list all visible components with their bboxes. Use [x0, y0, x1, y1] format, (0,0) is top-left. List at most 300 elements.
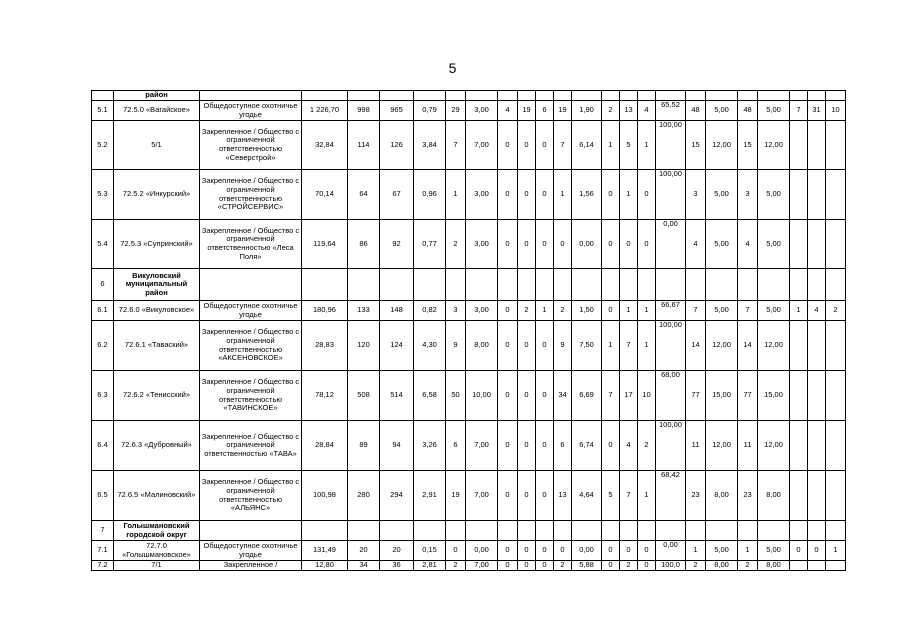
- table-cell: 1: [790, 301, 808, 321]
- table-cell: [602, 91, 620, 101]
- table-cell: [466, 521, 498, 541]
- table-cell: 15: [738, 121, 758, 170]
- table-cell: 4: [620, 421, 638, 471]
- table-cell: 5,00: [758, 301, 790, 321]
- table-cell: 0: [518, 371, 536, 421]
- table-row: [92, 91, 846, 101]
- table-cell: Викуловский муниципальный район: [114, 269, 200, 301]
- table-cell: 5/1: [114, 121, 200, 170]
- table-cell: 6.5: [92, 471, 114, 521]
- table-cell: 8,00: [466, 321, 498, 371]
- table-cell: 0,15: [414, 541, 446, 561]
- table-cell: 1: [638, 121, 656, 170]
- table-cell: 0: [536, 170, 554, 220]
- table-row: [92, 541, 846, 561]
- table-cell: 6: [536, 101, 554, 121]
- table-cell: 34: [348, 561, 380, 571]
- table-cell: 12,00: [758, 121, 790, 170]
- table-cell: 10,00: [466, 371, 498, 421]
- table-cell: 8,00: [758, 471, 790, 521]
- table-cell: 10: [826, 101, 846, 121]
- table-cell: [620, 521, 638, 541]
- table-cell: 0: [638, 561, 656, 571]
- table-cell: 7,00: [466, 421, 498, 471]
- table-cell: 0,00: [466, 541, 498, 561]
- table-cell: [620, 91, 638, 101]
- table-cell: 9: [446, 321, 466, 371]
- table-cell: Голышмановский городской округ: [114, 521, 200, 541]
- table-cell: 6.4: [92, 421, 114, 471]
- table-cell: 0: [498, 301, 518, 321]
- table-cell: 0: [536, 220, 554, 269]
- table-cell: Общедоступное охотничье угодье: [200, 301, 302, 321]
- table-cell: 294: [380, 471, 414, 521]
- table-cell: 17: [620, 371, 638, 421]
- table-cell: 31: [808, 101, 826, 121]
- table-cell: 12,00: [706, 121, 738, 170]
- table-cell: [790, 220, 808, 269]
- table-cell: [200, 91, 302, 101]
- table-cell: 28,84: [302, 421, 348, 471]
- table-cell: 23: [738, 471, 758, 521]
- table-cell: [656, 91, 686, 101]
- table-cell: 7: [446, 121, 466, 170]
- table-cell: 1: [638, 471, 656, 521]
- table-cell: 0: [536, 321, 554, 371]
- table-cell: 1,50: [572, 301, 602, 321]
- table-cell: 0: [518, 220, 536, 269]
- table-cell: 9: [554, 321, 572, 371]
- table-cell: 1 226,70: [302, 101, 348, 121]
- table-cell: 0: [602, 170, 620, 220]
- table-cell: [602, 521, 620, 541]
- table-cell: [790, 170, 808, 220]
- table-cell: 5.1: [92, 101, 114, 121]
- table-cell: 0,77: [414, 220, 446, 269]
- table-cell: 0: [518, 321, 536, 371]
- table-cell: 6: [92, 269, 114, 301]
- table-cell: 20: [348, 541, 380, 561]
- table-cell: 2: [518, 301, 536, 321]
- table-cell: [518, 91, 536, 101]
- table-cell: Закрепленное /: [200, 561, 302, 571]
- table-cell: 2,91: [414, 471, 446, 521]
- table-cell: [656, 269, 686, 301]
- table-cell: 0: [498, 561, 518, 571]
- table-cell: [790, 121, 808, 170]
- table-cell: [790, 421, 808, 471]
- table-cell: 7,00: [466, 121, 498, 170]
- table-cell: [808, 371, 826, 421]
- table-cell: 12,00: [758, 321, 790, 371]
- table-cell: 2: [686, 561, 706, 571]
- table-cell: 7: [620, 321, 638, 371]
- table-cell: [790, 371, 808, 421]
- table-row: [92, 521, 846, 541]
- table-cell: 7: [602, 371, 620, 421]
- table-cell: 0: [498, 220, 518, 269]
- table-cell: 2: [602, 101, 620, 121]
- table-cell: 78,12: [302, 371, 348, 421]
- page-number: 5: [448, 60, 457, 76]
- table-cell: 7: [92, 521, 114, 541]
- table-cell: 6,74: [572, 421, 602, 471]
- table-cell: район: [114, 91, 200, 101]
- table-cell: 0: [536, 561, 554, 571]
- table-row: [92, 220, 846, 269]
- table-cell: [638, 521, 656, 541]
- table-cell: 0: [638, 170, 656, 220]
- table-row: [92, 421, 846, 471]
- table-cell: 0: [602, 561, 620, 571]
- table-cell: 0: [498, 541, 518, 561]
- table-cell: 0: [808, 541, 826, 561]
- table-cell: 12,80: [302, 561, 348, 571]
- table-cell: 0: [518, 541, 536, 561]
- table-cell: [200, 269, 302, 301]
- table-cell: [518, 521, 536, 541]
- table-cell: 5,00: [758, 170, 790, 220]
- table-cell: 0: [498, 471, 518, 521]
- table-cell: 3,00: [466, 301, 498, 321]
- table-cell: 72.5.3 «Супринский»: [114, 220, 200, 269]
- table-cell: Закрепленное / Общество с ограниченной ответственностью «СТРОЙСЕРВИС»: [200, 170, 302, 220]
- table-cell: 7,00: [466, 561, 498, 571]
- table-cell: 5: [602, 471, 620, 521]
- table-cell: 72.6.2 «Тенисский»: [114, 371, 200, 421]
- table-cell: 13: [554, 471, 572, 521]
- table-cell: 7: [738, 301, 758, 321]
- table-cell: 280: [348, 471, 380, 521]
- table-row: [92, 321, 846, 371]
- table-cell: [414, 521, 446, 541]
- table-cell: [414, 91, 446, 101]
- table-cell: [656, 521, 686, 541]
- table-cell: 3: [446, 301, 466, 321]
- table-cell: 133: [348, 301, 380, 321]
- table-row: [92, 301, 846, 321]
- table-cell: 4: [808, 301, 826, 321]
- table-cell: [826, 421, 846, 471]
- table-cell: 4,30: [414, 321, 446, 371]
- table-cell: 72.6.0 «Викуловское»: [114, 301, 200, 321]
- table-cell: 1: [602, 121, 620, 170]
- table-cell: 14: [738, 321, 758, 371]
- table-cell: 5.3: [92, 170, 114, 220]
- table-cell: [686, 521, 706, 541]
- table-cell: 65,52: [656, 101, 686, 121]
- table-cell: 5,00: [706, 541, 738, 561]
- table-cell: 1,90: [572, 101, 602, 121]
- table-cell: 0: [518, 471, 536, 521]
- table-cell: 7: [686, 301, 706, 321]
- table-cell: [638, 269, 656, 301]
- table-row: [92, 121, 846, 170]
- table-cell: 2: [738, 561, 758, 571]
- table-cell: [808, 321, 826, 371]
- table-cell: [498, 91, 518, 101]
- table-cell: [348, 521, 380, 541]
- table-cell: 126: [380, 121, 414, 170]
- table-cell: 100,0: [656, 561, 686, 571]
- table-cell: 2: [620, 561, 638, 571]
- table-cell: [758, 269, 790, 301]
- table-cell: [554, 521, 572, 541]
- table-cell: 1: [826, 541, 846, 561]
- table-row: [92, 269, 846, 301]
- table-body: [92, 91, 846, 571]
- table-cell: 5.4: [92, 220, 114, 269]
- table-cell: 5,00: [706, 301, 738, 321]
- table-cell: [826, 91, 846, 101]
- table-cell: [808, 269, 826, 301]
- table-cell: 6.1: [92, 301, 114, 321]
- table-cell: 12,00: [706, 321, 738, 371]
- table-cell: [302, 521, 348, 541]
- table-cell: 8,00: [706, 471, 738, 521]
- table-cell: [738, 521, 758, 541]
- table-cell: 1: [738, 541, 758, 561]
- table-cell: [790, 471, 808, 521]
- table-cell: 0: [518, 421, 536, 471]
- table-cell: 7: [790, 101, 808, 121]
- table-cell: Закрепленное / Общество с ограниченной ответственностью «Северстрой»: [200, 121, 302, 170]
- table-cell: [790, 321, 808, 371]
- table-cell: [602, 269, 620, 301]
- table-cell: 3,84: [414, 121, 446, 170]
- table-row: [92, 471, 846, 521]
- table-cell: 124: [380, 321, 414, 371]
- table-cell: [808, 471, 826, 521]
- table-cell: [826, 269, 846, 301]
- table-cell: 36: [380, 561, 414, 571]
- table-cell: 6,69: [572, 371, 602, 421]
- table-cell: 508: [348, 371, 380, 421]
- table-cell: [790, 561, 808, 571]
- table-cell: 0: [602, 220, 620, 269]
- table-cell: 32,84: [302, 121, 348, 170]
- table-cell: 0,00: [572, 541, 602, 561]
- table-cell: 70,14: [302, 170, 348, 220]
- table-cell: 0: [536, 121, 554, 170]
- table-cell: 0,00: [656, 541, 686, 561]
- table-cell: [348, 91, 380, 101]
- table-cell: 66,67: [656, 301, 686, 321]
- table-cell: 7.1: [92, 541, 114, 561]
- table-cell: [536, 269, 554, 301]
- table-cell: 514: [380, 371, 414, 421]
- table-cell: [536, 521, 554, 541]
- table-cell: 1: [554, 170, 572, 220]
- table-cell: 0: [498, 421, 518, 471]
- table-cell: 965: [380, 101, 414, 121]
- table-cell: 3: [738, 170, 758, 220]
- table-cell: 0: [638, 541, 656, 561]
- table-cell: 5,00: [706, 220, 738, 269]
- table-cell: 1: [620, 301, 638, 321]
- table-cell: [686, 91, 706, 101]
- table-cell: [808, 421, 826, 471]
- table-cell: 0,82: [414, 301, 446, 321]
- table-cell: 4: [638, 101, 656, 121]
- table-cell: 2: [638, 421, 656, 471]
- table-cell: 12,00: [706, 421, 738, 471]
- table-cell: 77: [686, 371, 706, 421]
- table-cell: [826, 521, 846, 541]
- table-cell: 1: [536, 301, 554, 321]
- table-cell: 100,00: [656, 170, 686, 220]
- table-cell: 0: [536, 371, 554, 421]
- table-cell: 48: [686, 101, 706, 121]
- table-cell: [446, 91, 466, 101]
- table-cell: 998: [348, 101, 380, 121]
- table-cell: 50: [446, 371, 466, 421]
- table-cell: [498, 269, 518, 301]
- table-cell: Общедоступное охотничье угодье: [200, 101, 302, 121]
- table-cell: 100,00: [656, 321, 686, 371]
- table-cell: [790, 521, 808, 541]
- table-cell: 15,00: [706, 371, 738, 421]
- table-cell: 100,00: [656, 121, 686, 170]
- table-cell: 100,00: [656, 421, 686, 471]
- table-cell: [92, 91, 114, 101]
- table-cell: 2: [446, 220, 466, 269]
- table-cell: 68,42: [656, 471, 686, 521]
- table-cell: 4,64: [572, 471, 602, 521]
- table-row: [92, 371, 846, 421]
- table-cell: 72.7.0 «Голышмановское»: [114, 541, 200, 561]
- table-cell: 7,00: [466, 471, 498, 521]
- table-cell: 6,14: [572, 121, 602, 170]
- table-cell: 5.2: [92, 121, 114, 170]
- table-cell: 72.6.3 «Дубровный»: [114, 421, 200, 471]
- table-cell: 5,88: [572, 561, 602, 571]
- table-cell: 119,64: [302, 220, 348, 269]
- table-cell: 1: [638, 321, 656, 371]
- table-cell: 13: [620, 101, 638, 121]
- table-cell: 8,00: [706, 561, 738, 571]
- table-cell: 1: [638, 301, 656, 321]
- table-cell: 7.2: [92, 561, 114, 571]
- table-cell: 1,56: [572, 170, 602, 220]
- table-cell: [706, 521, 738, 541]
- table-cell: 0: [638, 220, 656, 269]
- table-cell: 14: [686, 321, 706, 371]
- table-cell: 0,96: [414, 170, 446, 220]
- table-cell: 3,00: [466, 101, 498, 121]
- table-cell: Закрепленное / Общество с ограниченной ответственностью «ТАВА»: [200, 421, 302, 471]
- table-cell: [808, 220, 826, 269]
- table-cell: 2: [446, 561, 466, 571]
- table-cell: [826, 471, 846, 521]
- table-cell: 2: [826, 301, 846, 321]
- table-cell: 0: [790, 541, 808, 561]
- table-cell: 92: [380, 220, 414, 269]
- table-cell: [738, 91, 758, 101]
- table-cell: [686, 269, 706, 301]
- table-cell: 7,50: [572, 321, 602, 371]
- table-cell: 4: [498, 101, 518, 121]
- table-cell: [380, 521, 414, 541]
- table-cell: [572, 269, 602, 301]
- table-cell: [380, 91, 414, 101]
- table-cell: 0: [602, 421, 620, 471]
- table-cell: 29: [446, 101, 466, 121]
- table-cell: [826, 220, 846, 269]
- table-cell: 15,00: [758, 371, 790, 421]
- table-cell: [572, 521, 602, 541]
- table-cell: 19: [518, 101, 536, 121]
- table-cell: 0,00: [572, 220, 602, 269]
- table-cell: 0: [498, 371, 518, 421]
- table-cell: [536, 91, 554, 101]
- table-cell: [758, 521, 790, 541]
- table-cell: [200, 521, 302, 541]
- table-cell: Общедоступное охотничье угодье: [200, 541, 302, 561]
- table-cell: [808, 121, 826, 170]
- table-cell: 0: [518, 121, 536, 170]
- table-cell: 0: [498, 170, 518, 220]
- table-cell: [466, 269, 498, 301]
- table-cell: [706, 269, 738, 301]
- hunting-grounds-table: [91, 90, 846, 571]
- table-cell: 2: [554, 561, 572, 571]
- table-cell: 72.5.2 «Инкурский»: [114, 170, 200, 220]
- table-cell: [446, 521, 466, 541]
- table-cell: 0: [554, 541, 572, 561]
- table-cell: 4: [686, 220, 706, 269]
- table-cell: 0: [602, 301, 620, 321]
- table-cell: 6.2: [92, 321, 114, 371]
- table-cell: [620, 269, 638, 301]
- table-cell: 3: [686, 170, 706, 220]
- table-cell: 0,00: [656, 220, 686, 269]
- table-cell: [808, 521, 826, 541]
- table-cell: 0: [620, 220, 638, 269]
- table-cell: [554, 91, 572, 101]
- table-cell: 0: [518, 561, 536, 571]
- table-cell: 148: [380, 301, 414, 321]
- table-cell: [302, 269, 348, 301]
- table-cell: Закрепленное / Общество с ограниченной ответственностью «Леса Поля»: [200, 220, 302, 269]
- table-cell: Закрепленное / Общество с ограниченной ответственностью «ТАВИНСКОЕ»: [200, 371, 302, 421]
- table-cell: [380, 269, 414, 301]
- table-cell: 12,00: [758, 421, 790, 471]
- table-cell: 5: [620, 121, 638, 170]
- table-cell: 0: [554, 220, 572, 269]
- table-cell: [414, 269, 446, 301]
- table-cell: 3,00: [466, 220, 498, 269]
- table-cell: 1: [686, 541, 706, 561]
- table-cell: 7: [620, 471, 638, 521]
- table-cell: 23: [686, 471, 706, 521]
- table-cell: 11: [686, 421, 706, 471]
- table-cell: 8,00: [758, 561, 790, 571]
- table-cell: [808, 91, 826, 101]
- table-cell: 72.6.1 «Таваский»: [114, 321, 200, 371]
- table-cell: 67: [380, 170, 414, 220]
- table-cell: [826, 121, 846, 170]
- table-cell: [808, 561, 826, 571]
- table-row: [92, 170, 846, 220]
- table-cell: 131,49: [302, 541, 348, 561]
- table-cell: 5,00: [758, 220, 790, 269]
- table-cell: [638, 91, 656, 101]
- table-cell: [826, 371, 846, 421]
- table-cell: 10: [638, 371, 656, 421]
- table-cell: 1: [620, 170, 638, 220]
- table-cell: 7/1: [114, 561, 200, 571]
